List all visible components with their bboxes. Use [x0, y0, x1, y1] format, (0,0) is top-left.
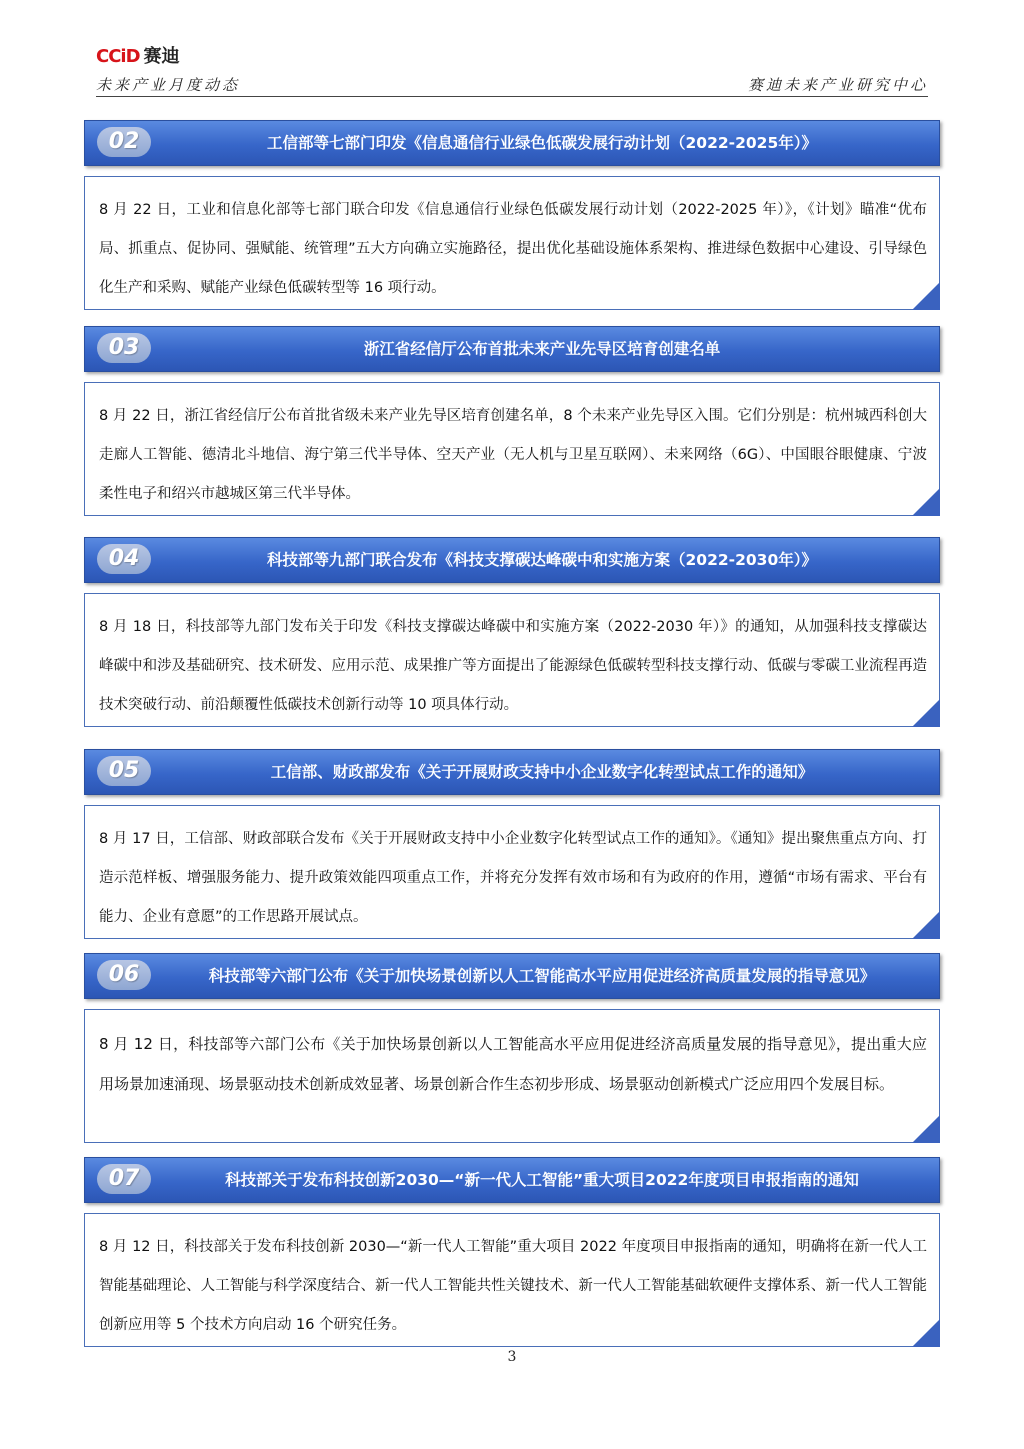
- section-body-text: 8 月 12 日，科技部关于发布科技创新 2030—“新一代人工智能”重大项目 2022 年度项目申报指南的通知，明确将在新一代人工智能基础理论、人工智能与科学深度结合、新一代人工智能共性关键技术、新一代人工智能基础软硬件支撑体系、新一代人工智能创新应用等 5 个技术方向启动 16 个研究任务。: [99, 1239, 927, 1333]
- section-title: 科技部关于发布科技创新2030—“新一代人工智能”重大项目2022年度项目申报指南的通知: [225, 1171, 859, 1189]
- section-number-badge: 03: [97, 333, 151, 363]
- logo-text: 赛迪: [143, 46, 180, 67]
- section-body: [84, 1009, 940, 1143]
- section-title: 科技部等九部门联合发布《科技支撑碳达峰碳中和实施方案（2022-2030年）》: [267, 551, 817, 569]
- section-title: 浙江省经信厅公布首批未来产业先导区培育创建名单: [363, 340, 721, 358]
- section-body: [84, 805, 940, 939]
- header-divider: [96, 96, 928, 97]
- corner-triangle-decoration: [912, 699, 940, 727]
- news-section: [84, 953, 940, 1143]
- corner-triangle-decoration: [912, 488, 940, 516]
- section-title: 工信部、财政部发布《关于开展财政支持中小企业数字化转型试点工作的通知》: [270, 763, 814, 781]
- ccid-logo: [96, 46, 180, 68]
- section-number-badge: 02: [97, 127, 151, 157]
- section-body: [84, 382, 940, 516]
- section-body-text: 8 月 18 日，科技部等九部门发布关于印发《科技支撑碳达峰碳中和实施方案（2022-2030 年）》的通知，从加强科技支撑碳达峰碳中和涉及基础研究、技术研发、应用示范、成果推广等方面提出了能源绿色低碳转型科技支撑行动、低碳与零碳工业流程再造技术突破行动、前沿颠覆性低碳技术创新行动等 10 项具体行动。: [99, 619, 927, 713]
- section-title-bar: [84, 537, 940, 583]
- section-number-badge: 05: [97, 756, 151, 786]
- section-body: [84, 176, 940, 310]
- section-title: 科技部等六部门公布《关于加快场景创新以人工智能高水平应用促进经济高质量发展的指导意见》: [208, 967, 876, 985]
- section-number-badge: 07: [97, 1164, 151, 1194]
- section-body-text: 8 月 22 日，工业和信息化部等七部门联合印发《信息通信行业绿色低碳发展行动计划（2022-2025 年）》，《计划》瞄准“优布局、抓重点、促协同、强赋能、统管理”五大方向确立实施路径，提出优化基础设施体系架构、推进绿色数据中心建设、引导绿色化生产和采购、赋能产业绿色低碳转型等 16 项行动。: [99, 202, 927, 296]
- corner-triangle-decoration: [912, 1115, 940, 1143]
- section-title-bar: [84, 953, 940, 999]
- news-section: [84, 326, 940, 516]
- section-number-badge: 04: [97, 544, 151, 574]
- section-title-bar: [84, 326, 940, 372]
- section-body-text: 8 月 12 日，科技部等六部门公布《关于加快场景创新以人工智能高水平应用促进经济高质量发展的指导意见》，提出重大应用场景加速涌现、场景驱动技术创新成效显著、场景创新合作生态初步形成、场景驱动创新模式广泛应用四个发展目标。: [99, 1035, 927, 1093]
- section-body-text: 8 月 17 日，工信部、财政部联合发布《关于开展财政支持中小企业数字化转型试点工作的通知》。《通知》提出聚焦重点方向、打造示范样板、增强服务能力、提升政策效能四项重点工作，并将充分发挥有效市场和有为政府的作用，遵循“市场有需求、平台有能力、企业有意愿”的工作思路开展试点。: [99, 831, 927, 925]
- corner-triangle-decoration: [912, 282, 940, 310]
- section-title-bar: [84, 1157, 940, 1203]
- section-title: 工信部等七部门印发《信息通信行业绿色低碳发展行动计划（2022-2025年）》: [267, 134, 817, 152]
- logo-mark: CCiD: [96, 46, 140, 67]
- news-section: [84, 1157, 940, 1347]
- corner-triangle-decoration: [912, 911, 940, 939]
- section-body: [84, 1213, 940, 1347]
- header-right-title: 赛迪未来产业研究中心: [747, 76, 928, 94]
- page-number: 3: [507, 1349, 517, 1365]
- section-title-bar: [84, 120, 940, 166]
- news-section: [84, 537, 940, 727]
- section-body: [84, 593, 940, 727]
- header-left-title: 未来产业月度动态: [96, 76, 241, 94]
- page-header: [96, 46, 928, 96]
- news-section: [84, 120, 940, 310]
- news-section: [84, 749, 940, 939]
- section-body-text: 8 月 22 日，浙江省经信厅公布首批省级未来产业先导区培育创建名单，8 个未来产业先导区入围。它们分别是：杭州城西科创大走廊人工智能、德清北斗地信、海宁第三代半导体、空天产业（无人机与卫星互联网）、未来网络（6G）、中国眼谷眼健康、宁波柔性电子和绍兴市越城区第三代半导体。: [99, 408, 927, 502]
- corner-triangle-decoration: [912, 1319, 940, 1347]
- section-title-bar: [84, 749, 940, 795]
- section-number-badge: 06: [97, 960, 151, 990]
